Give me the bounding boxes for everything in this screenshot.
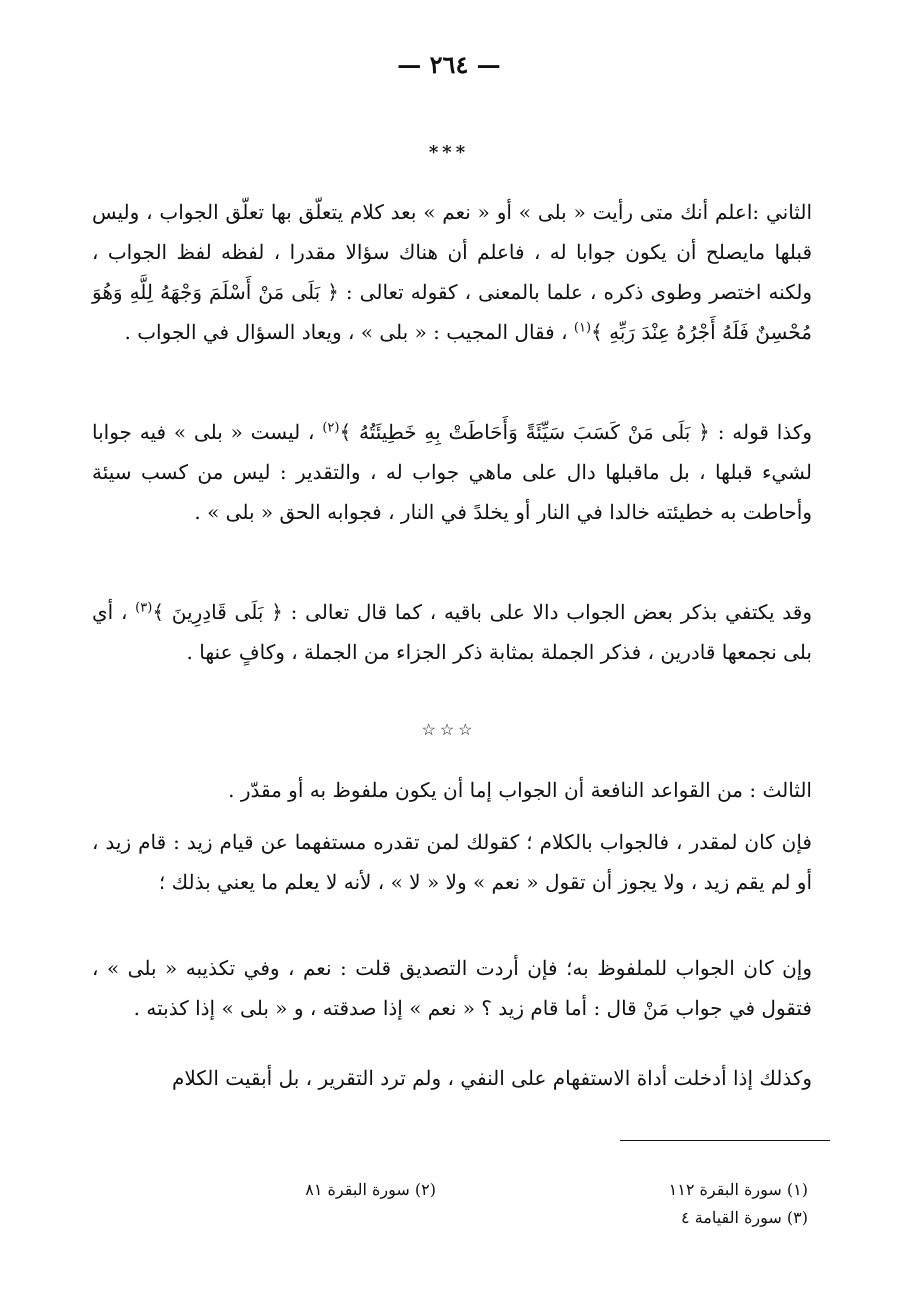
footnote-2: (٢) سورة البقرة ٨١: [305, 1180, 436, 1199]
footnote-3: (٣) سورة القيامة ٤: [681, 1208, 808, 1227]
para-text: ، فقال المجيب : « بلى » ، ويعاد السؤال في الجواب .: [124, 320, 568, 344]
section-2-para-1: [92, 192, 812, 352]
page-number: — ٢٦٤ —: [397, 50, 501, 79]
section-2-para-3: [92, 592, 812, 672]
section-2-para-2: [92, 412, 812, 532]
para-text: الثاني :اعلم أنك متى رأيت « بلى » أو « نعم » بعد كلام يتعلّق بها تعلّق الجواب ، وليس قبلها مايصلح أن يكون جوابا له ، فاعلم أن هناك سؤالا مقدرا ، لفظه لفظ الجواب ، ولكنه اختصر وطوى ذكره ، علما بالمعنى ، كقوله تعالى : ﴿ بَلَى مَنْ أَسْلَمَ وَجْهَهُ لِلَّهِ وَهُوَ مُحْسِنٌ فَلَهُ أَجْرُهُ عِنْدَ رَبِّهِ ﴾: [92, 200, 812, 344]
section-3-para-2: فإن كان لمقدر ، فالجواب بالكلام ؛ كقولك لمن تقدره مستفهما عن قيام زيد : قام زيد ، أو لم يقم زيد ، ولا يجوز أن تقول « نعم » ولا « لا » ، لأنه لا يعلم ما يعني بذلك ؛: [92, 830, 812, 894]
section-3-para-4: وكذلك إذا أدخلت أداة الاستفهام على النفي ، ولم ترد التقرير ، بل أبقيت الكلام: [171, 1066, 812, 1090]
footnote-ref-3: (٣): [135, 600, 153, 616]
section-divider-top: ***: [428, 142, 470, 163]
footnote-1: (١) سورة البقرة ١١٢: [668, 1180, 808, 1199]
para-text: وقد يكتفي بذكر بعض الجواب دالا على باقيه ، كما قال تعالى : ﴿ بَلَى قَادِرِينَ ﴾: [152, 600, 812, 624]
para-text: وكذا قوله : ﴿ بَلَى مَنْ كَسَبَ سَيِّئَةً وَأَحَاطَتْ بِهِ خَطِيئَتُهُ ﴾: [339, 420, 813, 444]
section-3-para-3: وإن كان الجواب للملفوظ به؛ فإن أردت التصديق قلت : نعم ، وفي تكذيبه « بلى » ، فتقول في جواب مَنْ قال : أما قام زيد ؟ « نعم » إذا صدقته ، و « بلى » إذا كذبته .: [92, 956, 812, 1020]
para-text: ، ليست « بلى » فيه جوابا لشيء قبلها ، بل ماقبلها دال على ماهي جواب له ، والتقدير : ليس من كسب سيئة وأحاطت به خطيئته خالدا في النار أو يخلدً في النار ، فجوابه الحق « بلى » .: [92, 420, 812, 524]
section-3-para-1: الثالث : من القواعد النافعة أن الجواب إما أن يكون ملفوظ به أو مقدّر .: [228, 778, 812, 802]
footnote-ref-1: (١): [573, 320, 592, 336]
para-text: ، أي بلى نجمعها قادرين ، فذكر الجملة بمثابة ذكر الجزاء من الجملة ، وكافٍ عنها .: [92, 600, 812, 664]
section-divider-middle: ☆☆☆: [421, 720, 477, 739]
footnote-separator: [620, 1140, 830, 1141]
footnote-ref-2: (٢): [322, 420, 340, 436]
